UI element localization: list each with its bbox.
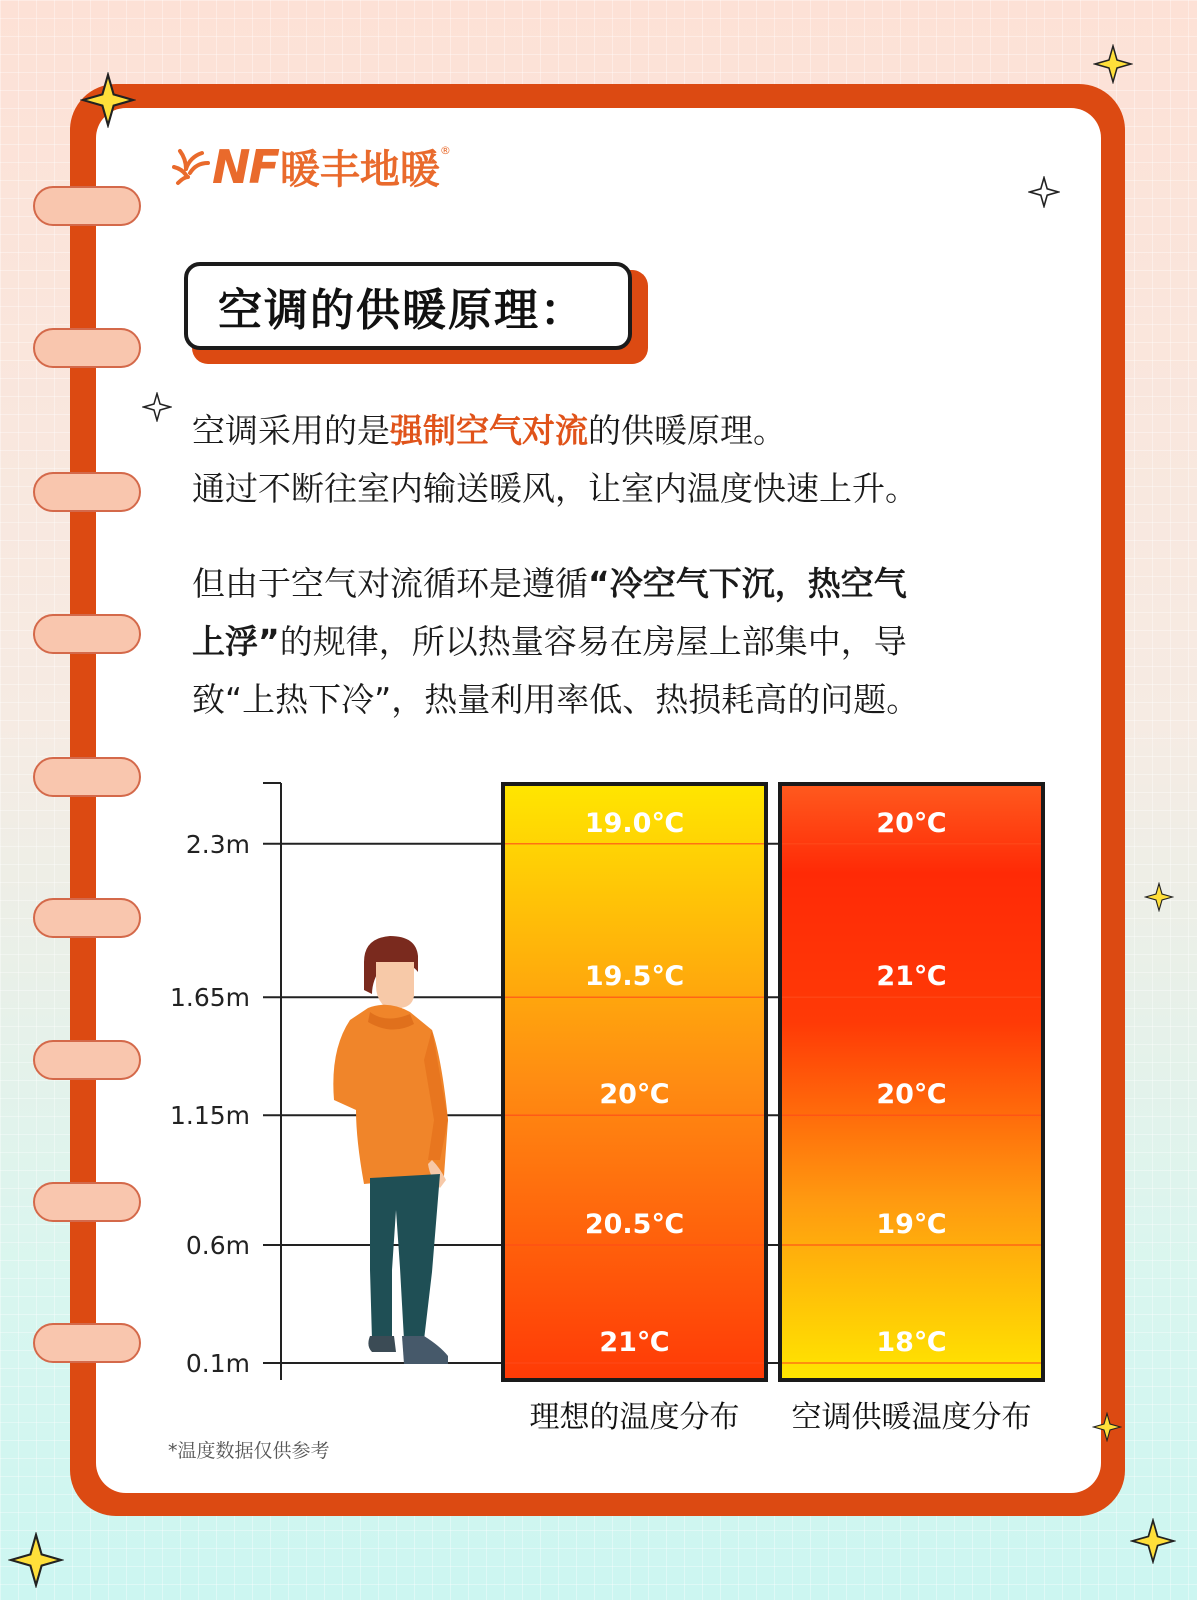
height-label: 1.65m (169, 983, 250, 1013)
text-span: 的规律，所以热量容易在房屋上部集中，导 (279, 622, 907, 661)
highlight-text: 强制空气对流 (390, 411, 588, 450)
text-span: 但由于空气对流循环是遵循 (192, 564, 588, 603)
temperature-label: 19.5℃ (584, 961, 685, 993)
height-label: 0.6m (185, 1231, 250, 1260)
temperature-label: 20℃ (876, 1079, 947, 1111)
temperature-label: 19℃ (876, 1209, 947, 1240)
person-illustration (333, 936, 448, 1364)
bold-text: 上浮” (192, 622, 280, 661)
temperature-label: 20.5℃ (584, 1209, 685, 1240)
page-title: 空调的供暖原理： (184, 262, 632, 350)
series-label: 空调供暖温度分布 (791, 1400, 1032, 1435)
footnote: *温度数据仅供参考 (168, 1440, 330, 1462)
temperature-label: 20℃ (876, 807, 947, 839)
height-label: 1.15m (169, 1101, 250, 1131)
temperature-label: 20℃ (599, 1079, 670, 1111)
explain-line-3: 致“上热下冷”，热量利用率低、热损耗高的问题。 (192, 680, 920, 719)
bold-text: “冷空气下沉，热空气 (588, 564, 907, 603)
series-label: 理想的温度分布 (529, 1400, 740, 1435)
bars (503, 784, 1043, 1380)
temperature-label: 21℃ (599, 1327, 670, 1358)
text-span: 的供暖原理。 (588, 411, 786, 450)
text-span: 空调采用的是 (192, 411, 390, 450)
intro-line-2: 通过不断往室内输送暖风，让室内温度快速上升。 (192, 469, 918, 508)
height-label: 0.1m (185, 1349, 250, 1378)
temperature-label: 19.0℃ (584, 807, 685, 839)
temperature-label: 18℃ (876, 1327, 947, 1358)
temperature-label: 21℃ (876, 961, 947, 993)
registered-mark: ® (439, 144, 451, 157)
brand-name: 暖丰地暖 (279, 147, 440, 193)
brand-mark: NF (212, 139, 278, 194)
height-label: 2.3m (185, 829, 250, 859)
